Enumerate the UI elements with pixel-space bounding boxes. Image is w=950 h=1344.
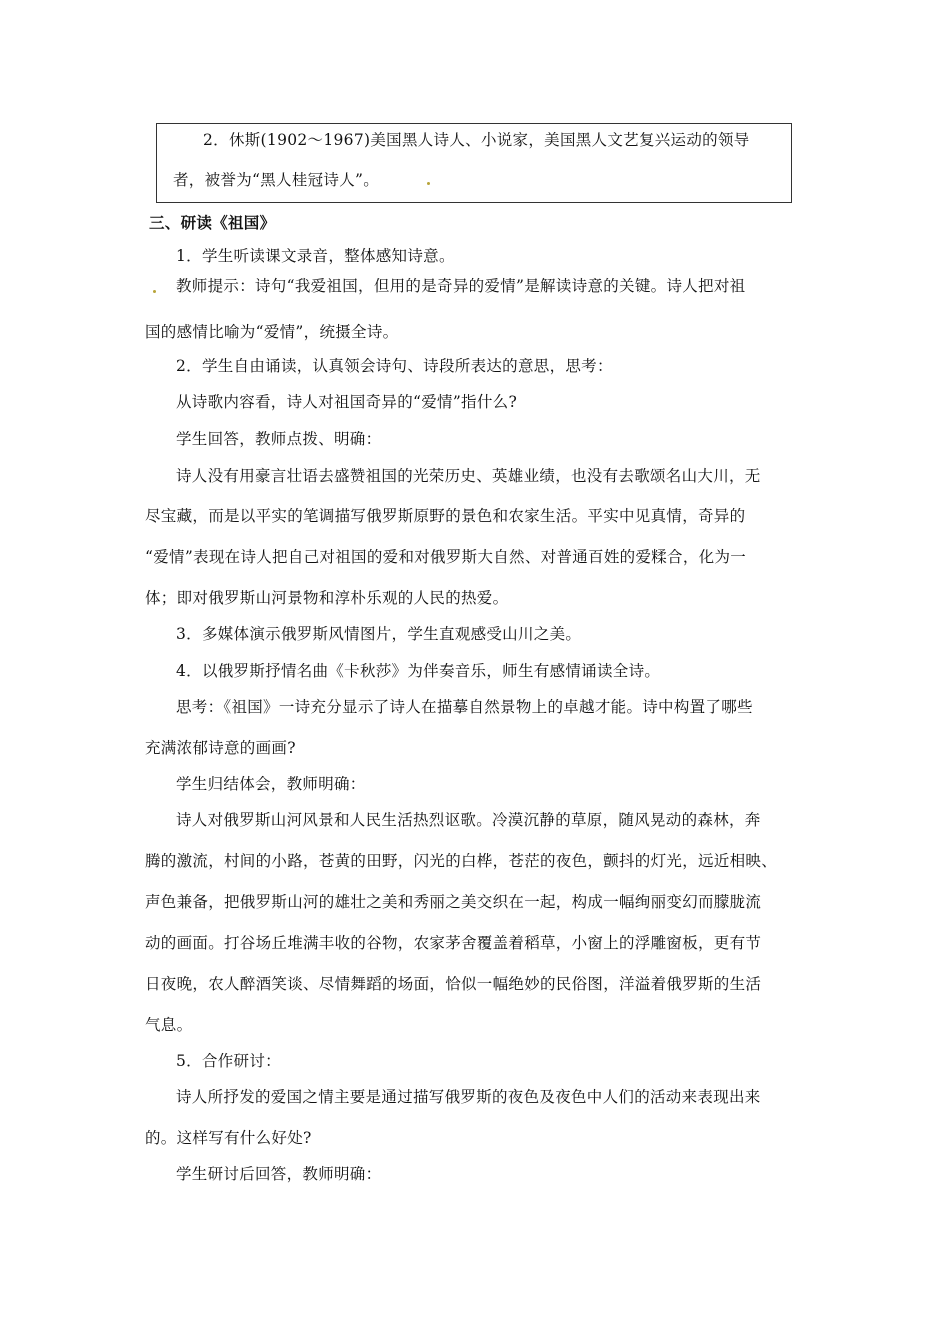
paragraph-line: 体；即对俄罗斯山河景物和淳朴乐观的人民的热爱。 [145, 589, 509, 607]
paragraph-line: 声色兼备，把俄罗斯山河的雄壮之美和秀丽之美交织在一起，构成一幅绚丽变幻而朦胧流 [145, 893, 762, 911]
paragraph-line: 充满浓郁诗意的画画? [145, 739, 296, 757]
paragraph-line: 5．合作研讨： [176, 1052, 281, 1070]
stray-mark [153, 290, 156, 293]
paragraph-line: 4．以俄罗斯抒情名曲《卡秋莎》为伴奏音乐，师生有感情诵读全诗。 [176, 662, 661, 680]
paragraph-line: 教师提示：诗句“我爱祖国，但用的是奇异的爱情”是解读诗意的关键。诗人把对祖 [176, 277, 746, 295]
section-heading: 三、研读《祖国》 [149, 213, 276, 232]
paragraph-line: 从诗歌内容看，诗人对祖国奇异的“爱情”指什么? [176, 393, 518, 411]
paragraph-line: “爱情”表现在诗人把自己对祖国的爱和对俄罗斯大自然、对普通百姓的爱糅合，化为一 [145, 548, 747, 566]
paragraph-line: 尽宝藏，而是以平实的笔调描写俄罗斯原野的景色和农家生活。平实中见真情，奇异的 [145, 507, 746, 525]
paragraph-line: 3．多媒体演示俄罗斯风情图片，学生直观感受山川之美。 [176, 625, 582, 643]
paragraph-line: 诗人所抒发的爱国之情主要是通过描写俄罗斯的夜色及夜色中人们的活动来表现出来 [176, 1088, 761, 1106]
note-line-1: 2．休斯(1902～1967)美国黑人诗人、小说家，美国黑人文艺复兴运动的领导 [203, 131, 750, 149]
note-line-2: 者，被誉为“黑人桂冠诗人”。 [173, 171, 380, 189]
paragraph-line: 国的感情比喻为“爱情”，统摄全诗。 [145, 323, 399, 341]
paragraph-line: 诗人对俄罗斯山河风景和人民生活热烈讴歌。冷漠沉静的草原，随风晃动的森林，奔 [176, 811, 761, 829]
paragraph-line: 1．学生听读课文录音，整体感知诗意。 [176, 247, 455, 265]
stray-mark [427, 182, 430, 185]
paragraph-line: 气息。 [145, 1016, 193, 1034]
paragraph-line: 学生研讨后回答，教师明确： [176, 1165, 382, 1183]
paragraph-line: 2．学生自由诵读，认真领会诗句、诗段所表达的意思，思考： [176, 357, 613, 375]
paragraph-line: 日夜晚，农人醉酒笑谈、尽情舞蹈的场面，恰似一幅绝妙的民俗图，洋溢着俄罗斯的生活 [145, 975, 762, 993]
paragraph-line: 的。这样写有什么好处? [145, 1129, 312, 1147]
paragraph-line: 思考：《祖国》一诗充分显示了诗人在描摹自然景物上的卓越才能。诗中构置了哪些 [176, 698, 753, 716]
paragraph-line: 动的画面。打谷场丘堆满丰收的谷物，农家茅舍覆盖着稻草，小窗上的浮雕窗板，更有节 [145, 934, 762, 952]
paragraph-line: 学生归结体会，教师明确： [176, 775, 366, 793]
paragraph-line: 腾的激流，村间的小路，苍黄的田野，闪光的白桦，苍茫的夜色，颤抖的灯光，远近相映、 [145, 852, 778, 870]
paragraph-line: 诗人没有用豪言壮语去盛赞祖国的光荣历史、英雄业绩，也没有去歌颂名山大川，无 [176, 467, 761, 485]
paragraph-line: 学生回答，教师点拨、明确： [176, 430, 382, 448]
